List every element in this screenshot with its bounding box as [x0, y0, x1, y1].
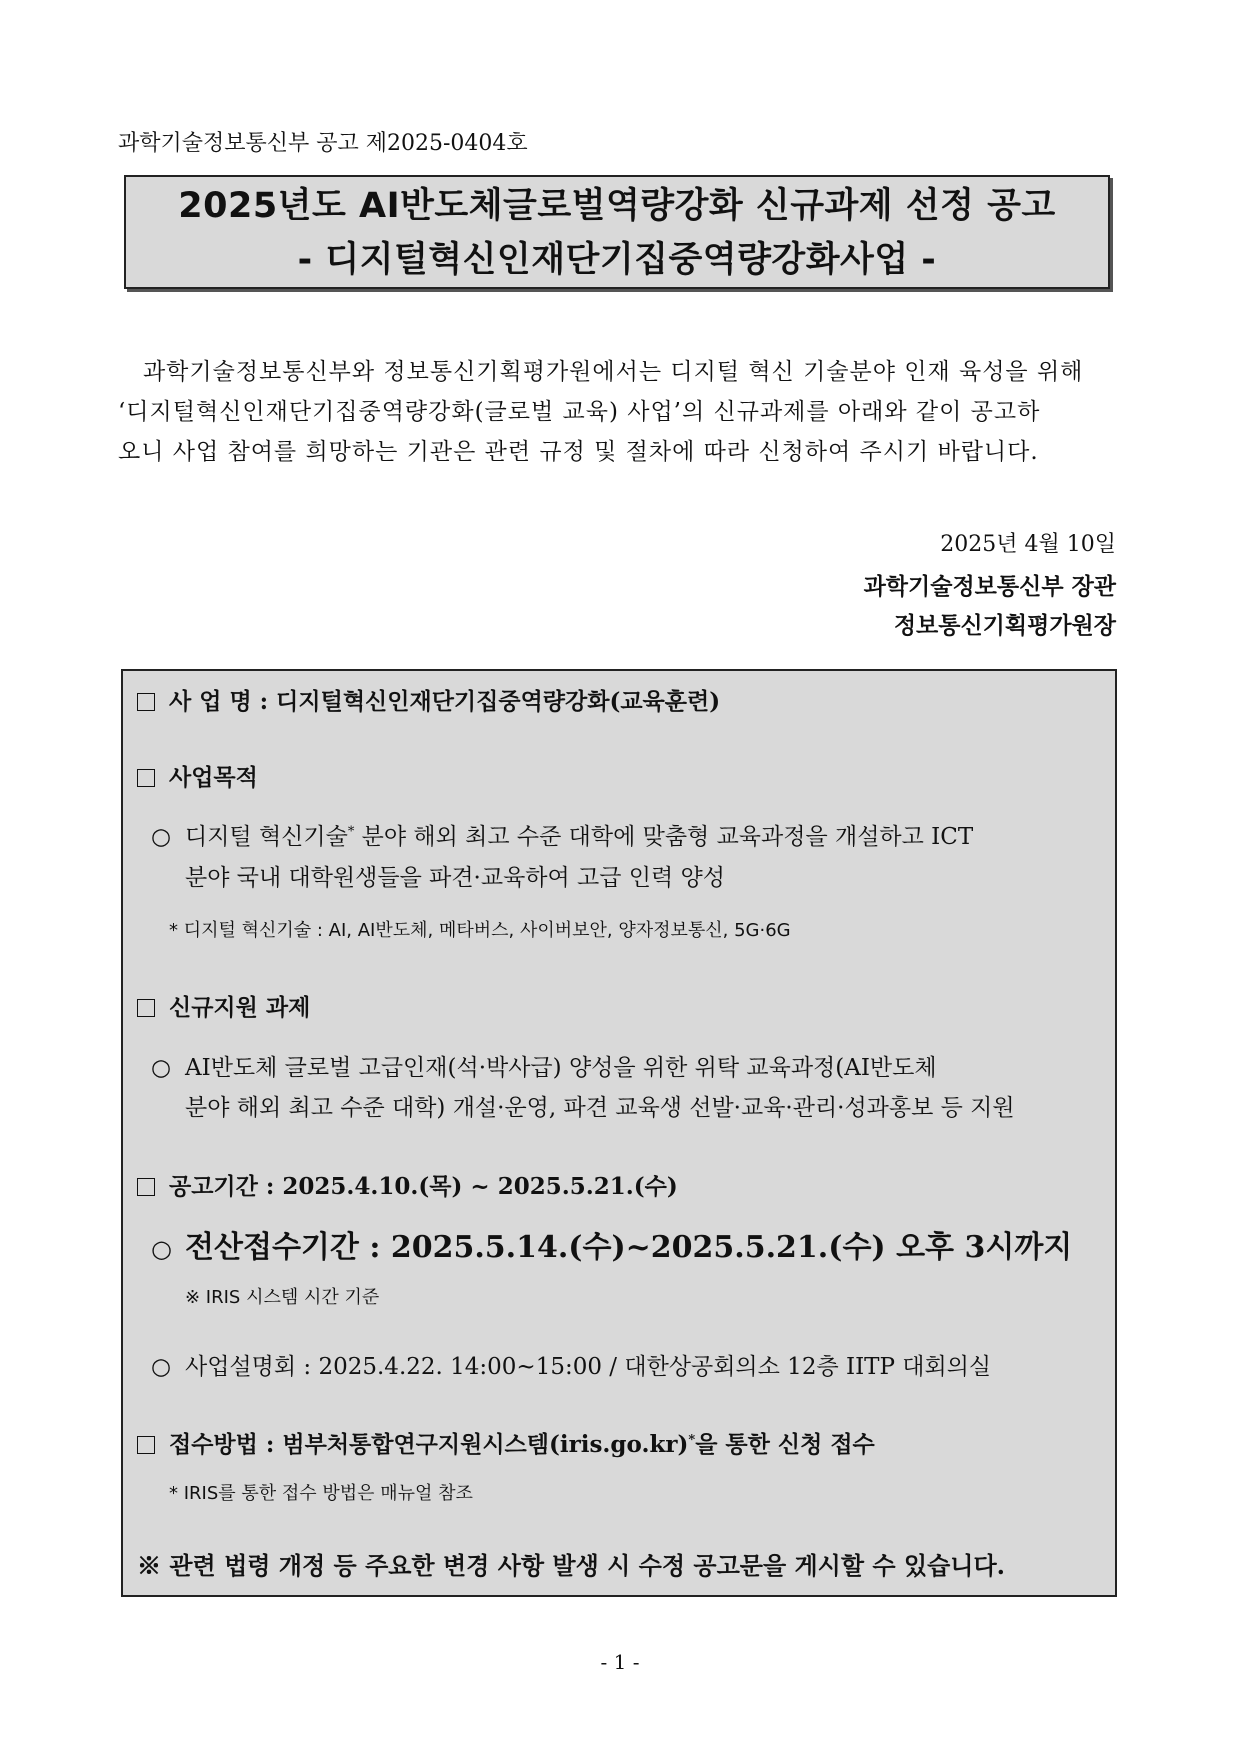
title-line-2: - 디지털혁신인재단기집중역량강화사업 -	[297, 240, 937, 280]
announcement-date: 2025년 4월 10일	[940, 532, 1116, 557]
circle-bullet-icon: ○	[151, 1055, 172, 1081]
revision-notice: ※ 관련 법령 개정 등 주요한 변경 사항 발생 시 수정 공고문을 게시할 수 있습니다.	[137, 1551, 1006, 1580]
support-heading: 신규지원 과제	[169, 994, 311, 1021]
issuer-institute: 정보통신기획평가원장	[893, 612, 1116, 639]
purpose-line-1: ○ 디지털 혁신기술* 분야 해외 최고 수준 대학에 맞춤형 교육과정을 개설하고 ICT	[151, 824, 974, 850]
page-number: - 1 -	[600, 1650, 640, 1674]
method-footnote: * IRIS를 통한 접수 방법은 매뉴얼 참조	[169, 1483, 473, 1504]
briefing-row: ○ 사업설명회 : 2025.4.22. 14:00~15:00 / 대한상공회의소 12층 IITP 대회의실	[151, 1354, 992, 1380]
purpose-heading-row	[137, 759, 258, 792]
checkbox-square-icon	[137, 1178, 155, 1196]
detail-box	[121, 669, 1117, 1597]
purpose-line-2: 분야 국내 대학원생들을 파견·교육하여 고급 인력 양성	[185, 865, 725, 891]
footnote-marker: *	[347, 824, 355, 840]
submission-period-row: ○ 전산접수기간 : 2025.5.14.(수)~2025.5.21.(수) 오후 3시까지	[151, 1230, 1073, 1265]
support-line-2: 분야 해외 최고 수준 대학) 개설·운영, 파견 교육생 선발·교육·관리·성과홍보 등 지원	[185, 1095, 1015, 1121]
intro-line-2: ‘디지털혁신인재단기집중역량강화(글로벌 교육) 사업’의 신규과제를 아래와 같이 공고하	[118, 399, 1041, 425]
reference-number: 과학기술정보통신부 공고 제2025-0404호	[118, 131, 528, 156]
purpose-heading: 사업목적	[169, 764, 258, 791]
footnote-marker: *	[688, 1432, 696, 1448]
circle-bullet-icon: ○	[151, 1235, 172, 1263]
circle-bullet-icon: ○	[151, 824, 172, 850]
circle-bullet-icon: ○	[151, 1354, 172, 1380]
purpose-footnote: * 디지털 혁신기술 : AI, AI반도체, 메타버스, 사이버보안, 양자정보통신, 5G·6G	[169, 920, 791, 941]
intro-paragraph	[118, 352, 1118, 472]
issuer-ministry: 과학기술정보통신부 장관	[863, 573, 1116, 600]
period-heading: 공고기간 : 2025.4.10.(목) ~ 2025.5.21.(수)	[169, 1173, 678, 1200]
title-line-1: 2025년도 AI반도체글로벌역량강화 신규과제 선정 공고	[178, 186, 1056, 226]
period-heading-row	[137, 1168, 678, 1201]
checkbox-square-icon	[137, 1436, 155, 1454]
project-name-row	[137, 683, 720, 716]
project-name: 사 업 명 : 디지털혁신인재단기집중역량강화(교육훈련)	[169, 688, 721, 715]
checkbox-square-icon	[137, 769, 155, 787]
support-line-1: ○ AI반도체 글로벌 고급인재(석·박사급) 양성을 위한 위탁 교육과정(AI반도체	[151, 1055, 937, 1081]
intro-line-3: 오니 사업 참여를 희망하는 기관은 관련 규정 및 절차에 따라 신청하여 주시기 바랍니다.	[118, 439, 1039, 465]
submission-note: ※ IRIS 시스템 시간 기준	[185, 1287, 380, 1308]
title-box	[124, 175, 1110, 289]
checkbox-square-icon	[137, 999, 155, 1017]
checkbox-square-icon	[137, 693, 155, 711]
method-heading-row: 접수방법 : 범부처통합연구지원시스템(iris.go.kr)*을 통한 신청 접수	[137, 1426, 875, 1459]
support-heading-row	[137, 989, 310, 1022]
intro-line-1: 과학기술정보통신부와 정보통신기획평가원에서는 디지털 혁신 기술분야 인재 육성을 위해	[142, 359, 1084, 385]
